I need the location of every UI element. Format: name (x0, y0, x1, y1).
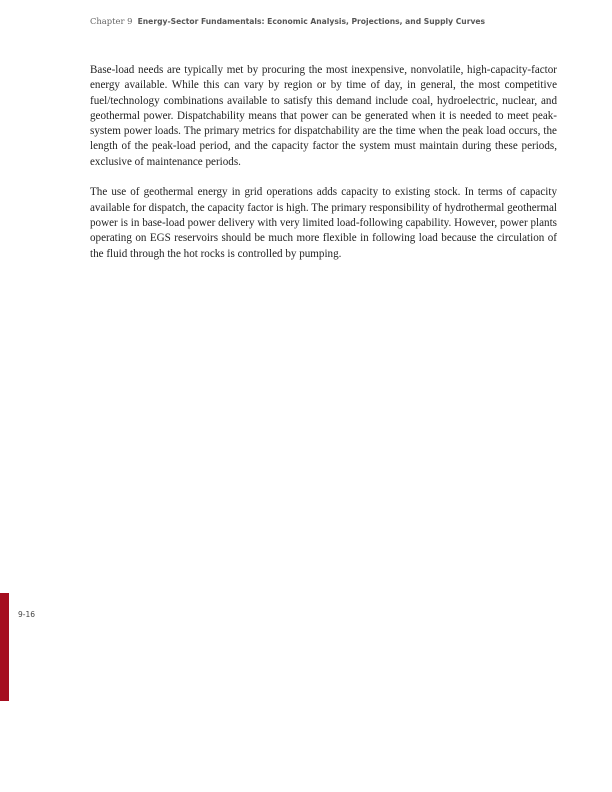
chapter-title: Energy-Sector Fundamentals: Economic Analysis, Projections, and Supply Curves (137, 17, 486, 26)
page-number: 9-16 (18, 610, 36, 619)
running-header (90, 16, 485, 26)
body-text (90, 63, 557, 277)
paragraph: The use of geothermal energy in grid operations adds capacity to existing stock. In terms of capacity available for dispatch, the capacity factor is high. The primary responsibility of hydrothermal geothermal power is in base-load power delivery with very limited load-following capability. However, power plants operating on EGS reservoirs should be much more flexible in following load because the circulation of the fluid through the hot rocks is controlled by pumping. (90, 186, 557, 260)
page-edge-accent-bar (0, 593, 9, 701)
chapter-label: Chapter 9 (90, 16, 133, 26)
paragraph: Base-load needs are typically met by procuring the most inexpensive, nonvolatile, high-capacity-factor energy available. While this can vary by region or by time of day, in general, the most competitive fuel/technology combinations available to satisfy this demand include coal, hydroelectric, nuclear, and geothermal power. Dispatchability means that power can be generated when it is needed to meet peak-system power loads. The primary metrics for dispatchability are the time when the peak load occurs, the length of the peak-load period, and the capacity factor the system must maintain during these periods, exclusive of maintenance periods. (90, 64, 557, 168)
